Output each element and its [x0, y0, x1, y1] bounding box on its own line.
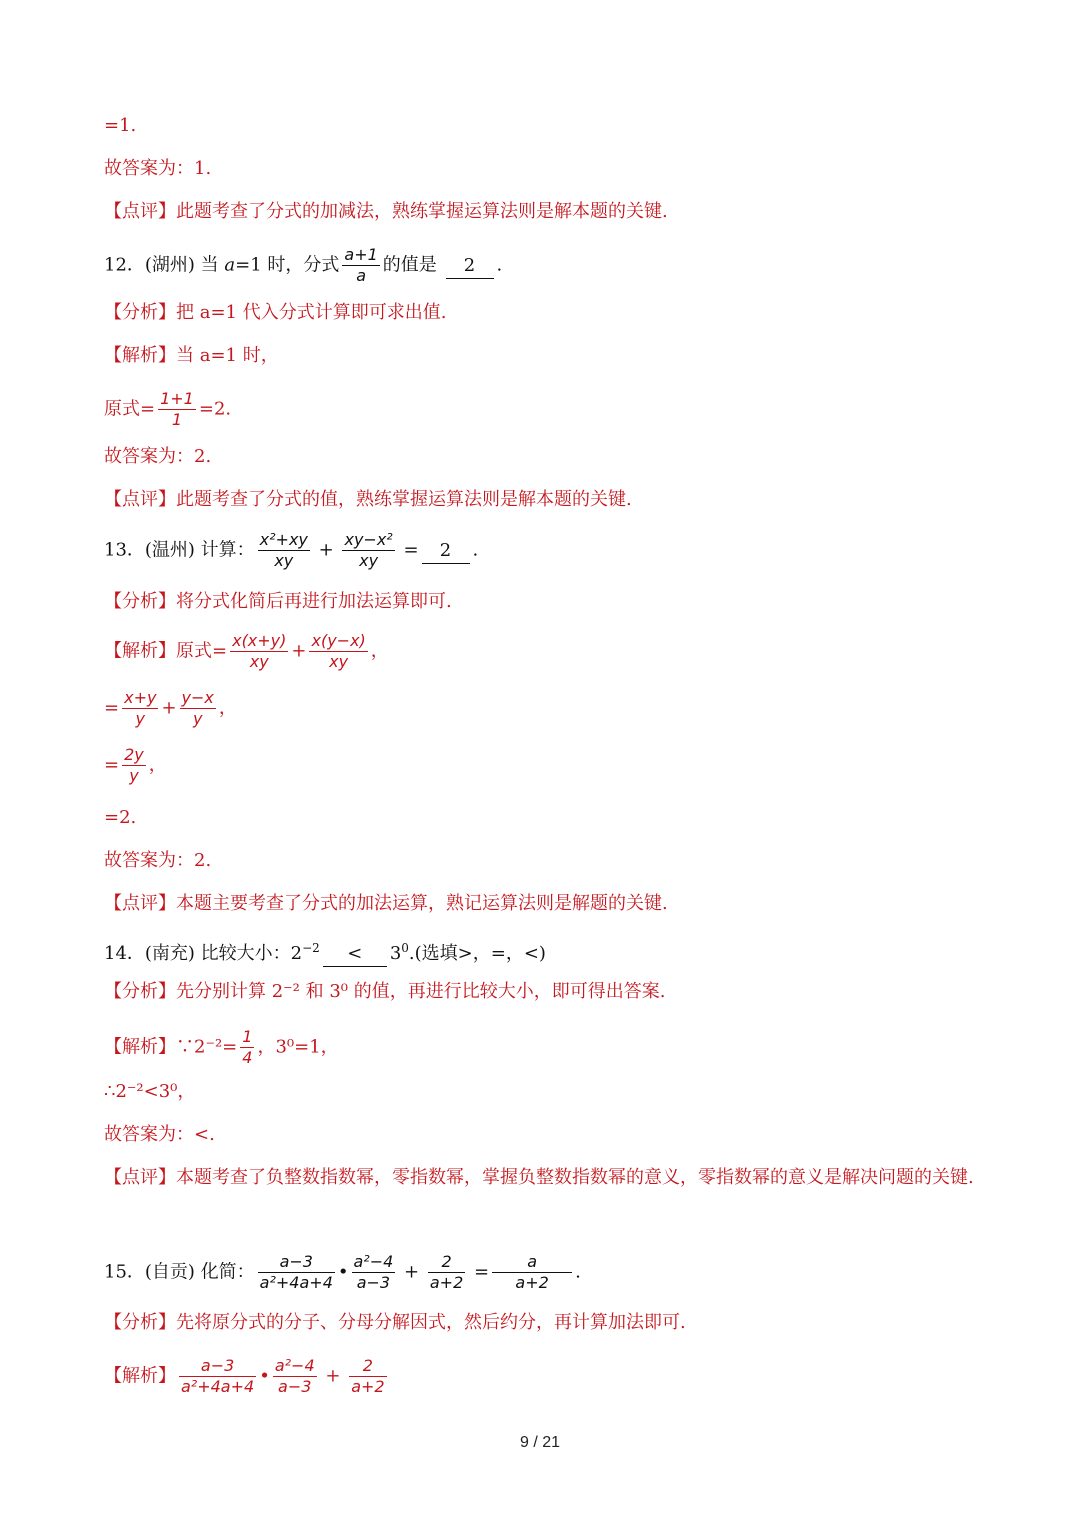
q13-solution-2 — [104, 688, 237, 729]
q13-s3-numerator: 2y — [124, 745, 144, 764]
q15-f3-denominator: a+2 — [429, 1273, 464, 1292]
q13-j1-numerator: x(x+y) — [232, 631, 287, 650]
q13-answer-line: 故答案为：2. — [104, 850, 212, 871]
q12-expression — [104, 389, 231, 430]
q13-solution-1 — [104, 631, 389, 672]
q15-ans-numerator: a — [527, 1252, 537, 1271]
q13-j2-fraction — [309, 631, 367, 672]
q15-ans-denominator: a+2 — [492, 1272, 572, 1293]
q15-prefix: 15．(自贡) 化简： — [104, 1261, 255, 1283]
q15-j3-numerator: 2 — [349, 1356, 386, 1377]
q13-j1-fraction — [230, 631, 288, 672]
q12-yuan-denominator: 1 — [171, 410, 183, 429]
q13-f1-denominator: xy — [274, 551, 294, 570]
q14-jx-fraction — [240, 1027, 254, 1068]
q15-end: . — [575, 1261, 581, 1283]
q13-s2-equals: = — [104, 697, 120, 719]
q12-mid: =1 时，分式 — [235, 254, 340, 276]
q15-answer-fraction — [492, 1252, 572, 1293]
q13-f2-denominator: xy — [359, 551, 379, 570]
question-13 — [104, 530, 478, 571]
q13-prefix: 13．(温州) 计算： — [104, 539, 255, 561]
page-number: 9 / 21 — [519, 1434, 561, 1451]
q14-suffix: .(选填>，=，<) — [408, 943, 546, 964]
q15-j3-denominator: a+2 — [351, 1377, 385, 1396]
q14-prefix: 14．(南充) 比较大小：2 — [104, 943, 303, 964]
q14-solution-2: ∴2⁻²<3⁰， — [104, 1081, 196, 1102]
q15-analysis: 【分析】先将原分式的分子、分母分解因式，然后约分，再计算加法即可. — [104, 1312, 686, 1333]
q12-numerator: a+1 — [344, 245, 378, 264]
q15-j3-fraction — [349, 1356, 386, 1397]
question-15 — [104, 1252, 581, 1293]
q12-yuan-numerator: 1+1 — [160, 389, 194, 408]
q14-exponent-2: 0 — [401, 941, 409, 955]
q15-j-plus: + — [325, 1365, 341, 1387]
q13-analysis: 【分析】将分式化简后再进行加法运算即可. — [104, 591, 452, 612]
q14-answer-blank: < — [323, 942, 387, 967]
q12-comment: 【点评】此题考查了分式的值，熟练掌握运算法则是解本题的关键. — [104, 489, 632, 510]
q13-s2b-denominator: y — [192, 709, 203, 728]
q14-exponent-1: −2 — [302, 941, 320, 955]
q13-s3-equals: = — [104, 754, 120, 776]
question-12 — [104, 245, 502, 286]
q14-analysis: 【分析】先分别计算 2⁻² 和 3⁰ 的值，再进行比较大小，即可得出答案. — [104, 981, 666, 1002]
q13-jx-prefix: 【解析】原式= — [104, 640, 228, 662]
q13-s3-denominator: y — [129, 766, 139, 785]
q15-j2-numerator: a²−4 — [274, 1356, 315, 1375]
q13-s2a-denominator: y — [135, 709, 145, 728]
q15-equals: = — [474, 1261, 490, 1283]
q13-s3-comma: ， — [148, 754, 167, 776]
q13-s2-comma: ， — [218, 697, 237, 719]
q13-j-plus: + — [291, 640, 307, 662]
q12-yuan-fraction — [158, 389, 196, 430]
q12-suffix: 的值是 — [382, 254, 437, 276]
q13-j2-denominator: xy — [329, 652, 349, 671]
q15-f1-denominator: a²+4a+4 — [259, 1273, 333, 1292]
q13-s2b-numerator: y−x — [181, 688, 214, 707]
q13-s2b-fraction — [180, 688, 216, 729]
q12-solution: 【解析】当 a=1 时， — [104, 345, 279, 366]
q14-jx-denominator: 4 — [242, 1048, 253, 1067]
q15-f1-numerator: a−3 — [258, 1252, 335, 1273]
q14-comment: 【点评】本题考查了负整数指数幂，零指数幂，掌握负整数指数幂的意义，零指数幂的意义是解决问题的关键. — [104, 1167, 974, 1188]
q13-solution-3 — [104, 745, 167, 786]
q12-end: . — [496, 254, 503, 276]
q15-j1-numerator: a−3 — [179, 1356, 256, 1377]
q14-answer-line: 故答案为：<. — [104, 1124, 215, 1145]
q15-plus: + — [404, 1261, 420, 1283]
q15-j1-fraction — [179, 1356, 256, 1397]
q13-end: . — [472, 539, 479, 561]
q13-fraction-2 — [342, 530, 394, 571]
q13-s2a-fraction — [122, 688, 158, 729]
q13-fraction-1 — [258, 530, 310, 571]
q12-yuan-suffix: =2. — [198, 398, 232, 420]
q13-j-comma: ， — [370, 640, 389, 662]
q15-fraction-3 — [428, 1252, 465, 1293]
q14-jx-numerator: 1 — [242, 1027, 253, 1046]
q15-j2-fraction — [273, 1356, 317, 1397]
q12-answer-blank: 2 — [446, 254, 494, 279]
q15-f2-denominator: a−3 — [356, 1273, 391, 1292]
comment-line: 【点评】此题考查了分式的加减法，熟练掌握运算法则是解本题的关键. — [104, 201, 668, 222]
q13-answer-blank: 2 — [422, 539, 470, 564]
q13-j2-numerator: x(y−x) — [311, 631, 366, 650]
q15-fraction-2 — [352, 1252, 396, 1293]
q12-var: a — [224, 254, 236, 276]
q13-f1-numerator: x²+xy — [259, 530, 308, 549]
q15-j2-denominator: a−3 — [278, 1377, 312, 1396]
q13-comment: 【点评】本题主要考查了分式的加法运算，熟记运算法则是解题的关键. — [104, 893, 668, 914]
q13-plus: + — [318, 539, 334, 561]
q13-j1-denominator: xy — [249, 652, 269, 671]
q13-f2-numerator: xy−x² — [344, 530, 393, 549]
q13-s2a-numerator: x+y — [124, 688, 157, 707]
answer-line: 故答案为：1. — [104, 158, 212, 179]
q15-solution — [104, 1356, 390, 1397]
q15-j1-denominator: a²+4a+4 — [181, 1377, 255, 1396]
q14-solution-1 — [104, 1027, 339, 1068]
q13-equals: = — [403, 539, 419, 561]
q14-jx-suffix: ，3⁰=1， — [257, 1036, 339, 1058]
q15-dot: • — [337, 1261, 349, 1283]
q15-f2-numerator: a²−4 — [353, 1252, 394, 1271]
q15-f3-numerator: 2 — [428, 1252, 465, 1273]
q13-s2-plus: + — [161, 697, 177, 719]
q12-fraction — [342, 245, 379, 286]
q15-j-dot: • — [259, 1365, 270, 1387]
q12-analysis: 【分析】把 a=1 代入分式计算即可求出值. — [104, 302, 447, 323]
q14-mid: 3 — [389, 943, 402, 964]
step-result: =1. — [104, 115, 137, 136]
q13-solution-4: =2. — [104, 807, 137, 828]
q12-yuan-prefix: 原式= — [104, 398, 156, 420]
q15-fraction-1 — [258, 1252, 335, 1293]
q12-prefix: 12．(湖州) 当 — [104, 254, 219, 276]
question-14 — [104, 936, 546, 967]
q13-s3-fraction — [122, 745, 146, 786]
q12-denominator: a — [356, 266, 366, 285]
q15-jx-prefix: 【解析】 — [104, 1365, 176, 1387]
q14-jx-prefix: 【解析】∵2⁻²= — [104, 1036, 238, 1058]
q12-answer-line: 故答案为：2. — [104, 446, 212, 467]
